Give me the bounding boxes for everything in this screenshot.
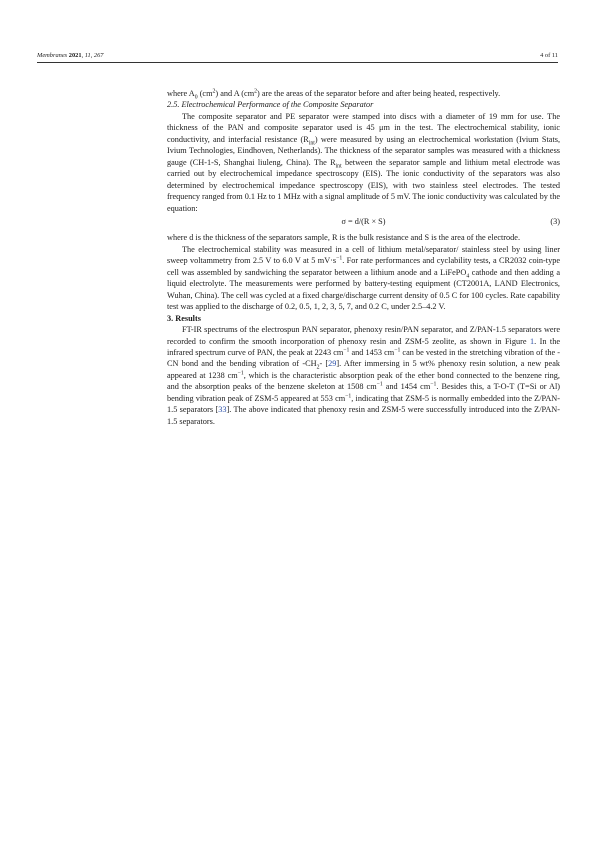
reference-link[interactable]: 29 [328, 359, 337, 369]
stability-paragraph: The electrochemical stability was measured in a cell of lithium metal/separator/ stainless steel by using liner sweep voltammetry from 2.5 V to 6.0 V at 5 $mV\cdot s^{-1}$. For rate performances and cyclability tests, a CR2032 coin-type cell was assembled by sandwiching the separator between a lithium anode and a LiFePO$_4$ cathode and then adding a liquid electrolyte. The measurements were performed by battery-testing equipment (CT2001A, LAND Electronics, Wuhan, China). The cell was cycled at a fixed charge/discharge current density of 0.5 C for 100 cycles. Rate capability test was applied to the discharge of 0.2, 0.5, 1, 2, 3, 5, 7, and 0.2 C, under 2.5–4.2 V. [167, 244, 561, 312]
reference-link[interactable]: 33 [218, 405, 227, 415]
journal-year: 2021 [68, 52, 82, 59]
equation-number: (3) [550, 216, 560, 226]
article-number: 267 [93, 52, 104, 59]
equation-formula: σ = d/(R × S) [341, 216, 386, 226]
journal-name: Membranes [37, 52, 68, 59]
equation [167, 216, 560, 227]
methods-paragraph: The composite separator and PE separator were stamped into discs with a diameter of 19 mm for use. The thickness of the PAN and composite separator used is 45 μm in the test. The electrochemical stability, ionic conductivity, and interfacial resistance $(R_{int})$ were measured by using an electrochemical workstation (Ivium Stats, Ivium Technologies, Eindhoven, Netherlands). The thickness of the separator samples was measured with a thickness gauge (CH-1-S, Shanghai liuleng, China). The $R_{int}$ between the separator sample and lithium metal electrode was carried out by electrochemical impedance spectroscopy (EIS). The ionic conductivity of the separators was also determined by electrochemical impedance spectroscopy (EIS), with two stainless steel electrodes. The tested frequency ranged from 0.1 Hz to 1 MHz with a signal amplitude of 5 mV. The ionic conductivity was calculated by the equation: [167, 111, 561, 213]
intro-paragraph: where $A_0$ $(cm^2)$ and A $(cm^2)$ are the areas of the separator before and after being heated, respectively. [167, 88, 501, 101]
page-number: 4 of 11 [540, 52, 558, 59]
results-paragraph: FT-IR spectrums of the electrospun PAN separator, phenoxy resin/PAN separator, and Z/PAN-1.5 separators were recorded to confirm the smooth incorporation of phenoxy resin and ZSM-5 zeolite, as shown in Figure 1. In the infrared spectrum curve of PAN, the peak at 2243 $cm^{-1}$ and 1453 $cm^{-1}$ can be vested in the stretching vibration of the -CN bond and the bending vibration of $-CH_2-$ [29]. After immersing in 5 wt% phenoxy resin solution, a new peak appeared at 1238 $cm^{-1}$, which is the characteristic absorption peak of the ether bond connected to the benzene ring, and the absorption peaks of the benzene skeleton at 1508 $cm^{-1}$ and 1454 $cm^{-1}$. Besides this, a T-O-T (T=Si or Al) bending vibration peak of ZSM-5 appeared at 553 $cm^{-1}$, indicating that ZSM-5 is normally embedded into the Z/PAN-1.5 separators [33]. The above indicated that phenoxy resin and ZSM-5 were successfully introduced into the Z/PAN-1.5 separators. [167, 325, 560, 426]
journal-volume: 11 [84, 52, 91, 59]
equation-explanation: where d is the thickness of the separators sample, R is the bulk resistance and S is the area of the electrode. [167, 233, 521, 243]
subsection-heading: 2.5. Electrochemical Performance of the Composite Separator [167, 100, 374, 110]
running-header: Membranes 2021, 11, 267 4 of 11 [37, 52, 558, 59]
section-heading: 3. Results [167, 313, 201, 323]
header-rule [37, 62, 558, 63]
figure-link[interactable]: 1 [529, 336, 535, 346]
page-body [167, 88, 560, 427]
